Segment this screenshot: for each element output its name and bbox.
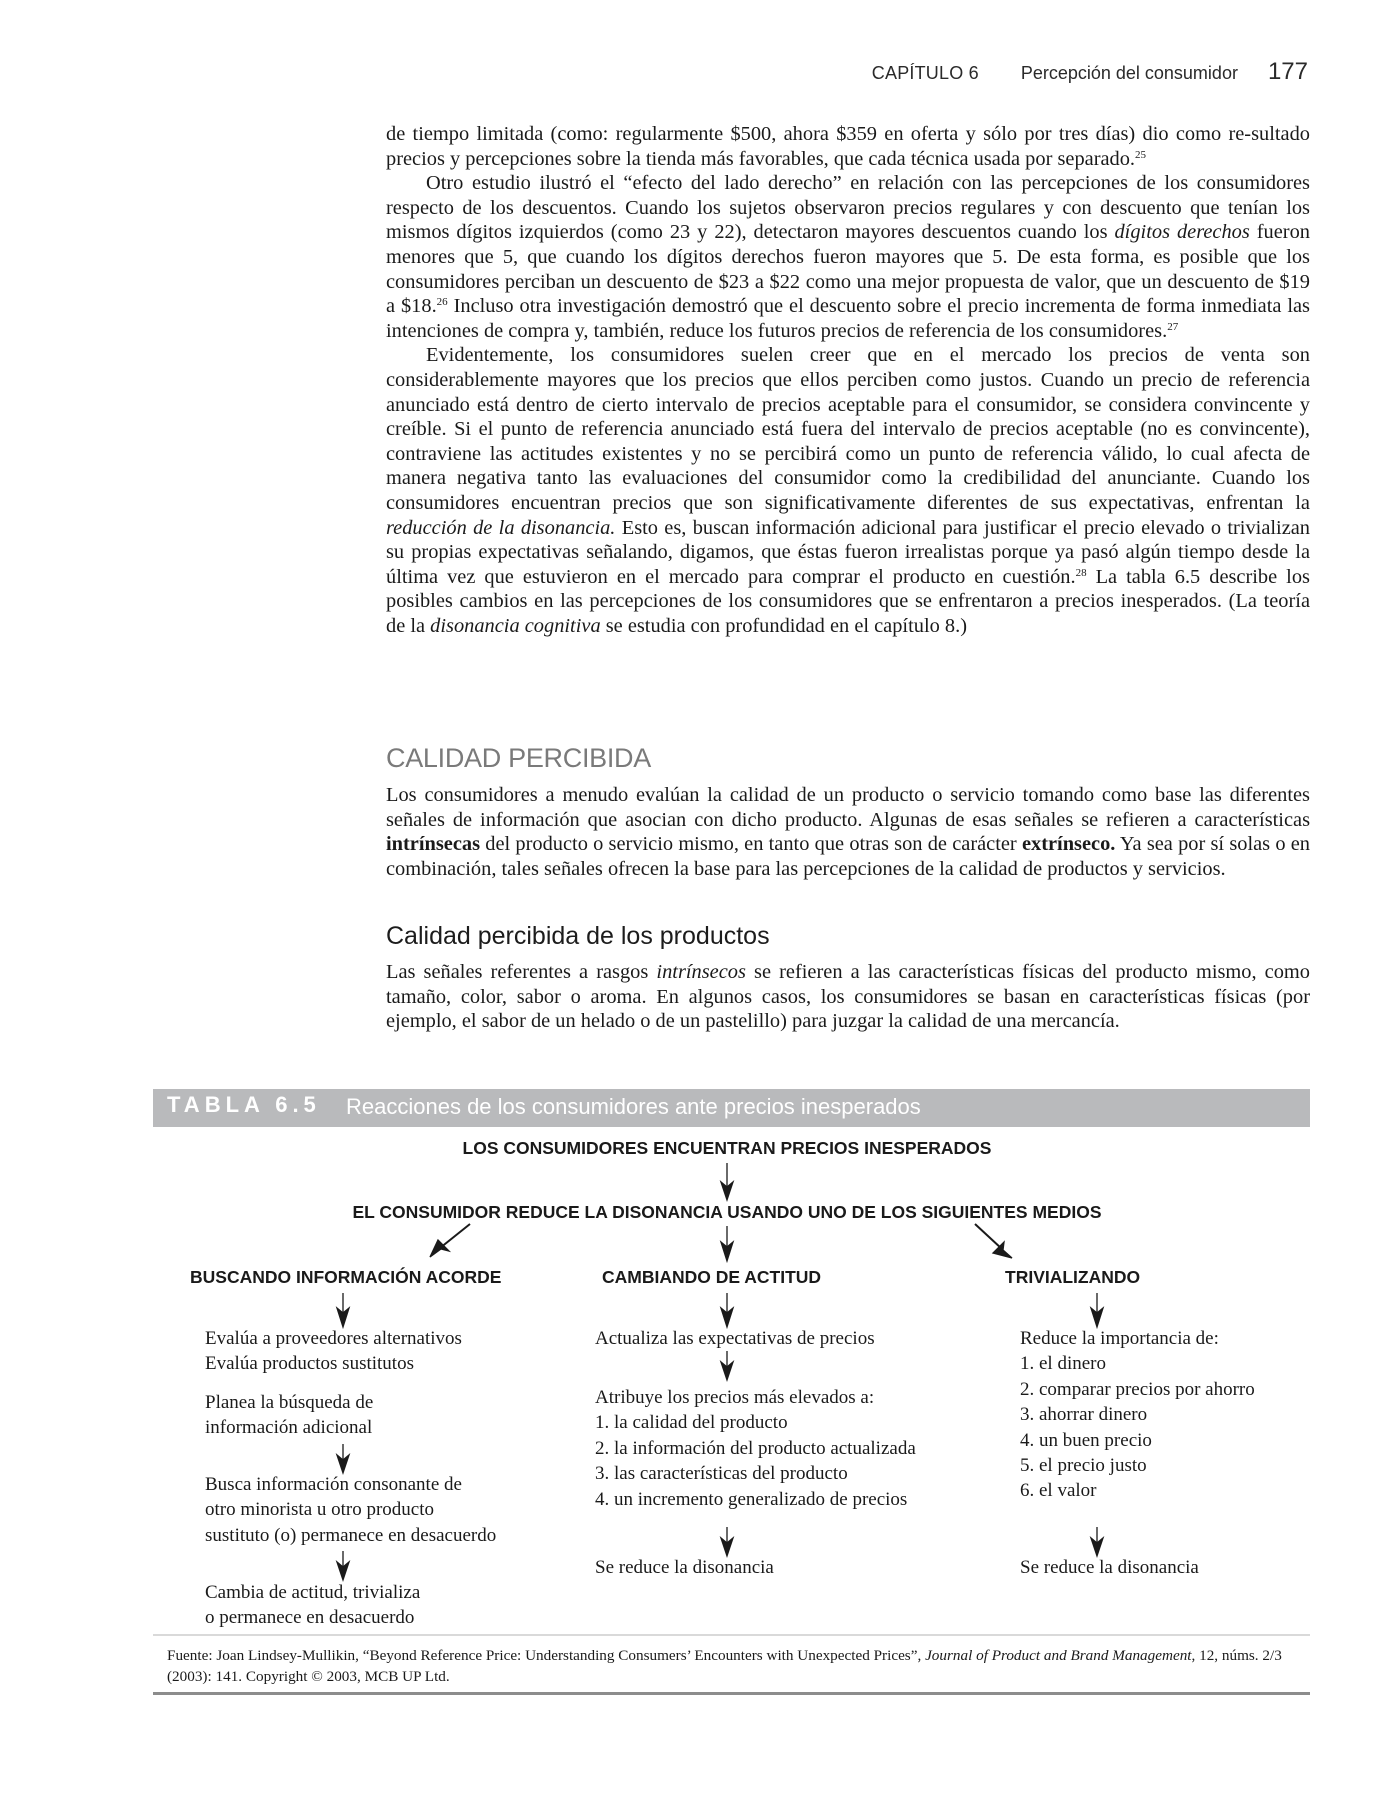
flow-line: sustituto (o) permanece en desacuerdo [205,1524,497,1546]
flow-line: 2. comparar precios por ahorro [1020,1378,1255,1400]
table-title: Reacciones de los consumidores ante precios inesperados [346,1094,921,1119]
flow-block [205,1326,462,1377]
paragraph-intrinsic-cues: Las señales referentes a rasgos intrínsecos se refieren a las características físicas del producto mismo, como tamaño, color, sabor o aroma. En algunos casos, los consumidores se basan en características físicas (por ejemplo, el sabor de un helado o de un pastelillo) para juzgar la calidad de una mercancía. [386,961,1310,1033]
flow-block [205,1580,420,1631]
flow-line: 4. un buen precio [1020,1429,1152,1451]
flow-line: información adicional [205,1417,373,1439]
flow-block [205,1472,496,1548]
flow-line: Se reduce la disonancia [1020,1557,1199,1578]
flow-line: 5. el precio justo [1020,1455,1147,1477]
flow-block [1020,1326,1255,1504]
flow-block [595,1326,875,1351]
flow-block [1020,1555,1199,1580]
flow-line: 1. la calidad del producto [595,1412,788,1434]
flow-line: o permanece en desacuerdo [205,1607,415,1629]
flow-line: otro minorista u otro producto [205,1499,435,1521]
table-source-note: Fuente: Joan Lindsey-Mullikin, “Beyond Reference Price: Understanding Consumers’ Encounters with Unexpected Prices”, Journal of Product and Brand Management, 12, núms. 2/3 (2003): 141. Copyright © 2003, MCB UP Ltd. [167,1647,1282,1685]
flow-line: Se reduce la disonancia [595,1557,774,1578]
paragraph-right-digit-effect: Otro estudio ilustró el “efecto del lado derecho” en relación con las percepciones de los consumidores respecto de los descuentos. Cuando los sujetos observaron precios regulares y con descuento que tenían los mismos dígitos izquierdos (como 23 y 22), detectaron mayores descuentos cuando los dígitos derechos fueron menores que 5, que cuando los dígitos derechos fueron mayores que 5. De esta forma, es posible que los consumidores perciban un descuento de $23 a $22 como una mejor propuesta de valor, que un descuento de $19 a $18.26 Incluso otra investigación demostró que el descuento sobre el precio incrementa de forma inmediata las intenciones de compra y, también, reduce los futuros precios de referencia de los consumidores.$^{27}$ [386,172,1310,342]
flow-line: Busca información consonante de [205,1474,462,1495]
flow-line: 3. ahorrar dinero [1020,1404,1148,1426]
flow-block [595,1555,774,1580]
flow-line: 6. el valor [1020,1480,1097,1502]
table-divider [153,1634,1310,1636]
arrow-diagonal-left-icon [440,1224,470,1248]
page-number: 177 [1267,58,1308,85]
flow-block [595,1385,916,1512]
chapter-label: CAPÍTULO 6 [871,63,979,83]
flow-line: Planea la búsqueda de [205,1392,374,1413]
flow-line: Atribuye los precios más elevados a: [595,1387,875,1408]
flow-line: Evalúa a proveedores alternativos [205,1328,462,1349]
flow-node-second: EL CONSUMIDOR REDUCE LA DISONANCIA USANDO UNO DE LOS SIGUIENTES MEDIOS [352,1202,1102,1222]
table-label: TABLA 6.5 [167,1092,321,1117]
flow-line: 3. las características del producto [595,1463,848,1485]
flow-block [205,1390,373,1441]
column-heading-trivialize: TRIVIALIZANDO [1005,1267,1141,1287]
subsection-heading: Calidad percibida de los productos [386,922,770,950]
flow-line: Cambia de actitud, trivializa [205,1582,421,1603]
flow-line: 2. la información del producto actualizada [595,1437,916,1459]
flow-line: 4. un incremento generalizado de precios [595,1488,908,1510]
section-heading: CALIDAD PERCIBIDA [386,743,651,773]
paragraph-dissonance: Evidentemente, los consumidores suelen creer que en el mercado los precios de venta son considerablemente mayores que los precios que ellos perciben como justos. Cuando un precio de referencia anunciado está dentro de cierto intervalo de precios aceptable para el consumidor, se considera convincente y creíble. Si el punto de referencia anunciado está fuera del intervalo de precios aceptable (no es convincente), contraviene las actitudes existentes y no se percibirá como un punto de referencia válido, lo cual afecta de manera negativa tanto las evaluaciones del consumidor como la credibilidad del anunciante. Cuando los consumidores encuentran precios que son significativamente diferentes de sus expectativas, enfrentan la reducción de la disonancia. Esto es, buscan información adicional para justificar el precio elevado o trivializan su propias expectativas señalando, digamos, que éstas fueron irrealistas porque ya pasó algún tiempo desde la última vez que estuvieron en el mercado para comprar el producto en cuestión.$^{28}$ La tabla 6.5 describe los posibles cambios en las percepciones de los consumidores que se enfrentaron a precios inesperados. (La teoría de la disonancia cognitiva se estudia con profundidad en el capítulo 8.) [386,344,1310,637]
flow-line: Reduce la importancia de: [1020,1328,1219,1349]
chapter-title: Percepción del consumidor [1020,63,1238,83]
flow-node-top: LOS CONSUMIDORES ENCUENTRAN PRECIOS INESPERADOS [462,1138,992,1158]
paragraph-perceived-quality: Los consumidores a menudo evalúan la calidad de un producto o servicio tomando como base las diferentes señales de información que asocian con dicho producto. Algunas de esas señales se refieren a características intrínsecas del producto o servicio mismo, en tanto que otras son de carácter extrínseco. Ya sea por sí solas o en combinación, tales señales ofrecen la base para las percepciones de la calidad de productos y servicios. [386,784,1311,880]
flow-line: Evalúa productos sustitutos [205,1353,414,1375]
flow-line: 1. el dinero [1020,1353,1107,1375]
flow-line: Actualiza las expectativas de precios [595,1328,875,1349]
column-heading-search-info: BUSCANDO INFORMACIÓN ACORDE [190,1267,502,1287]
paragraph-continued: de tiempo limitada (como: regularmente $500, ahora $359 en oferta y sólo por tres días) dio como re-sultado precios y percepciones sobre la tienda más favorables, que cada técnica usada por separado.$^{25}$ [386,123,1310,170]
table-bottom-rule [153,1692,1310,1695]
column-heading-change-attitude: CAMBIANDO DE ACTITUD [602,1267,822,1287]
arrow-diagonal-right-icon [975,1224,1002,1249]
